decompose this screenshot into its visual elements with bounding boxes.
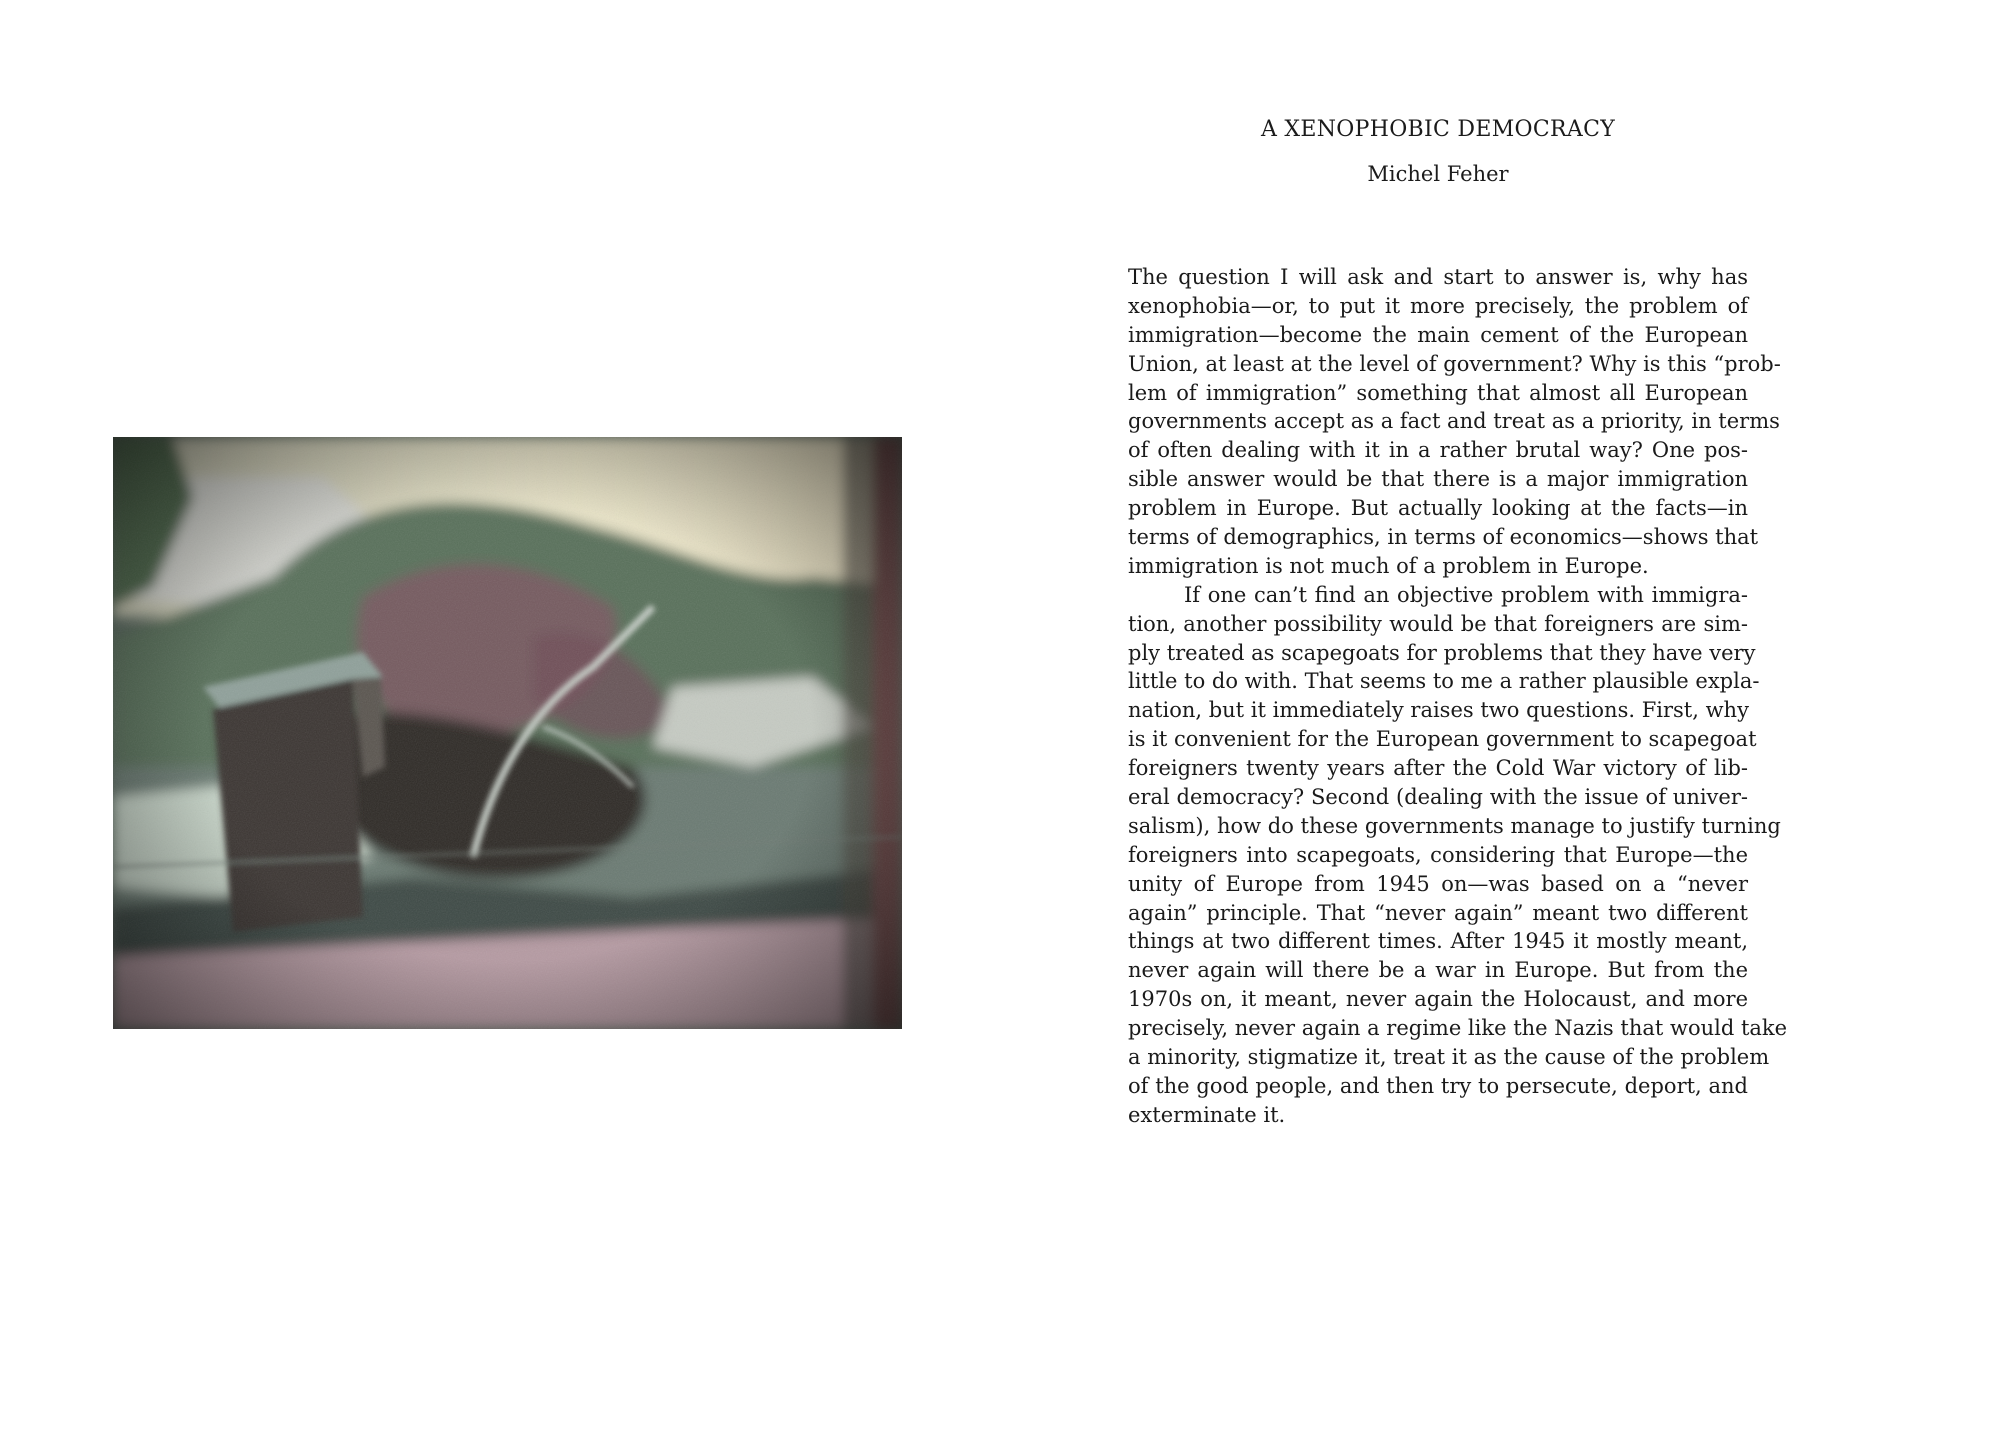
film-still-image: [113, 437, 902, 1029]
text-line: xenophobia—or, to put it more precisely, the problem of: [1128, 293, 1748, 318]
article-title: A XENOPHOBIC DEMOCRACY: [1260, 117, 1616, 142]
text-line: lem of immigration” something that almost all European: [1128, 380, 1748, 405]
text-line: immigration is not much of a problem in Europe.: [1128, 553, 1649, 578]
film-still-photo: [113, 437, 902, 1029]
text-line: of the good people, and then try to persecute, deport, and: [1128, 1073, 1748, 1098]
article-body: [1128, 263, 1788, 1130]
text-line: The question I will ask and start to answer is, why has: [1128, 265, 1748, 289]
text-line: immigration—become the main cement of the European: [1128, 322, 1748, 347]
paragraph-2: [1128, 581, 1788, 1130]
text-line: 1970s on, it meant, never again the Holocaust, and more: [1128, 987, 1748, 1012]
text-line: a minority, stigmatize it, treat it as the cause of the problem: [1128, 1045, 1770, 1070]
article-author: Michel Feher: [1367, 162, 1509, 186]
text-line: ply treated as scapegoats for problems that they have very: [1128, 640, 1756, 665]
text-line: never again will there be a war in Europe. But from the: [1128, 958, 1748, 983]
text-line: terms of demographics, in terms of economics—shows that: [1128, 525, 1759, 550]
text-line: If one can’t find an objective problem with immigra-: [1184, 582, 1748, 607]
text-line: governments accept as a fact and treat as a priority, in terms: [1128, 409, 1780, 434]
text-line: little to do with. That seems to me a rather plausible expla-: [1128, 669, 1760, 694]
text-line: of often dealing with it in a rather brutal way? One pos-: [1128, 438, 1748, 463]
text-line: eral democracy? Second (dealing with the issue of univer-: [1128, 785, 1748, 810]
text-line: is it convenient for the European government to scapegoat: [1128, 727, 1757, 752]
text-line: unity of Europe from 1945 on—was based on a “never: [1128, 871, 1748, 896]
text-line: things at two different times. After 1945 it mostly meant,: [1128, 929, 1748, 954]
text-line: foreigners twenty years after the Cold War victory of lib-: [1128, 756, 1748, 781]
text-line: again” principle. That “never again” meant two different: [1128, 900, 1748, 925]
text-line: foreigners into scapegoats, considering that Europe—the: [1128, 842, 1748, 867]
text-line: exterminate it.: [1128, 1102, 1286, 1127]
text-line: Union, at least at the level of government? Why is this “prob-: [1128, 351, 1781, 376]
text-line: tion, another possibility would be that foreigners are sim-: [1128, 611, 1748, 636]
text-line: problem in Europe. But actually looking at the facts—in: [1128, 496, 1748, 521]
text-line: salism), how do these governments manage to justify turning: [1128, 813, 1781, 838]
text-line: nation, but it immediately raises two questions. First, why: [1128, 698, 1749, 723]
paragraph-1: [1128, 263, 1781, 581]
text-line: precisely, never again a regime like the Nazis that would take: [1128, 1016, 1788, 1041]
text-line: sible answer would be that there is a major immigration: [1128, 467, 1748, 492]
